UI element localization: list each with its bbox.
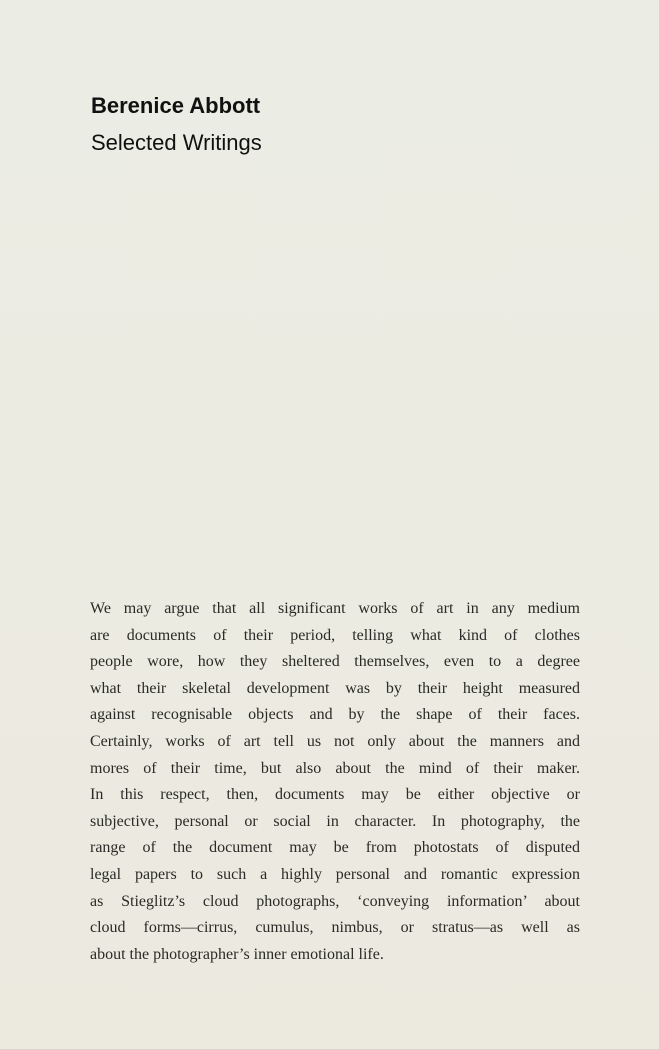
blurb-line: subjective, personal or social in character. In photography, the (90, 812, 580, 830)
blurb-line: Certainly, works of art tell us not only about the manners and (90, 732, 580, 750)
blurb-line: legal papers to such a highly personal and romantic expression (90, 865, 580, 883)
blurb-line: what their skeletal development was by their height measured (90, 679, 580, 697)
blurb-line: are documents of their period, telling what kind of clothes (90, 626, 580, 644)
book-title: Selected Writings (91, 130, 262, 155)
blurb-line: In this respect, then, documents may be either objective or (90, 786, 580, 804)
cover-blurb (90, 596, 580, 968)
blurb-line: people wore, how they sheltered themselves, even to a degree (90, 653, 580, 671)
blurb-line: against recognisable objects and by the shape of their faces. (90, 706, 580, 724)
author-name: Berenice Abbott (91, 93, 261, 118)
blurb-line: cloud forms—cirrus, cumulus, nimbus, or stratus—as well as (90, 919, 580, 937)
blurb-line: range of the document may be from photostats of disputed (90, 839, 580, 857)
blurb-line: as Stieglitz’s cloud photographs, ‘conveying information’ about (90, 892, 580, 910)
blurb-line: mores of their time, but also about the mind of their maker. (90, 759, 580, 777)
blurb-line: We may argue that all significant works of art in any medium (90, 600, 580, 617)
blurb-line: about the photographer’s inner emotional life. (90, 945, 384, 963)
